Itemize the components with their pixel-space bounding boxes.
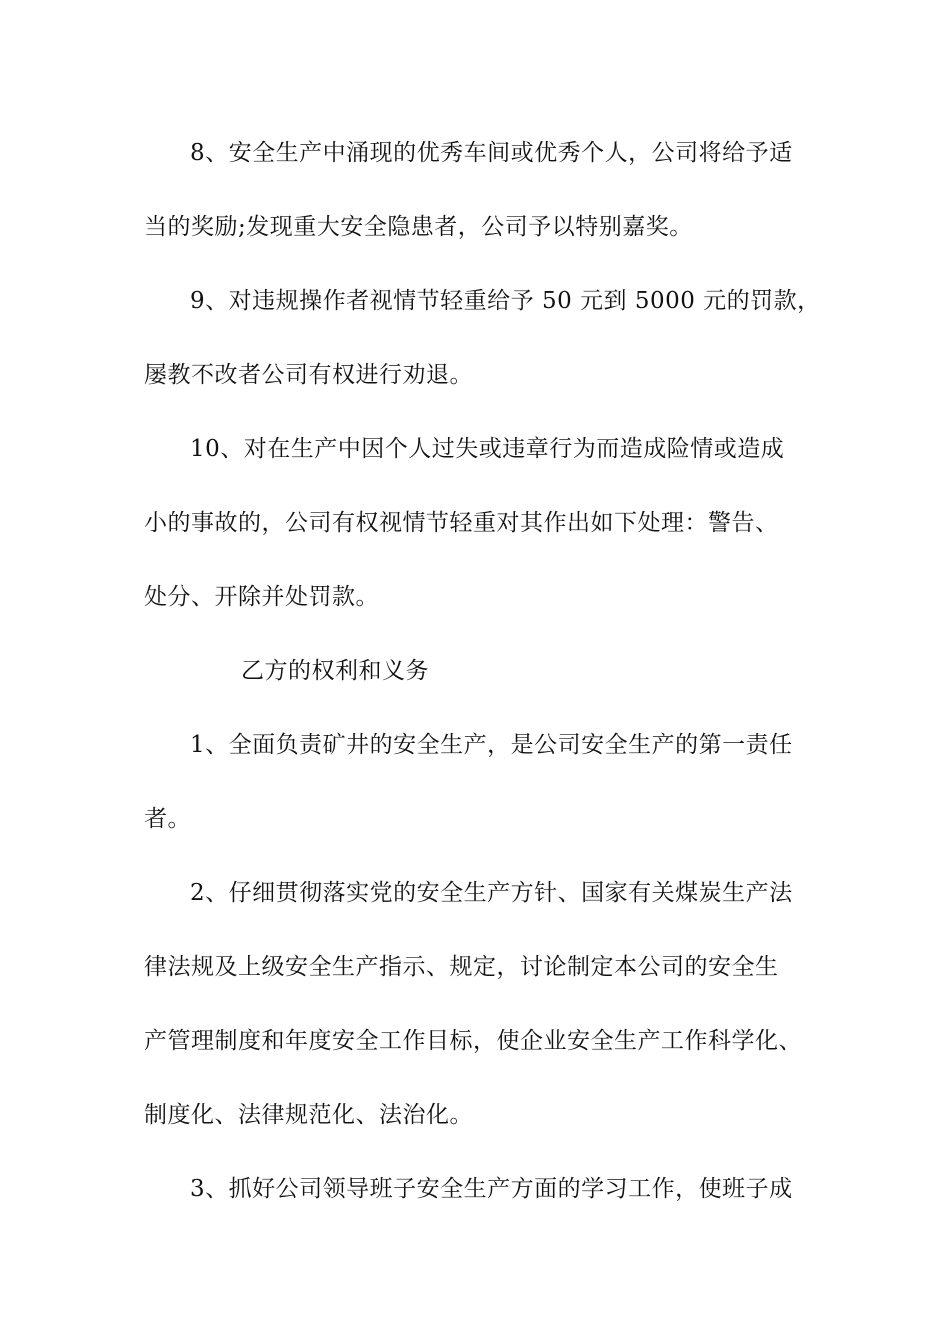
section-heading: 乙方的权利和义务 <box>241 658 429 684</box>
paragraph-9-line-1: 9、对违规操作者视情节轻重给予 50 元到 5000 元的罚款， <box>190 288 821 314</box>
duty-3-line-1: 3、抓好公司领导班子安全生产方面的学习工作，使班子成 <box>190 1176 793 1202</box>
paragraph-10-line-1: 10、对在生产中因个人过失或违章行为而造成险情或造成 <box>190 436 785 462</box>
duty-1-line-1: 1、全面负责矿井的安全生产，是公司安全生产的第一责任 <box>190 732 793 758</box>
duty-2-line-4: 制度化、法律规范化、法治化。 <box>144 1102 473 1128</box>
paragraph-10-line-3: 处分、开除并处罚款。 <box>144 584 379 610</box>
paragraph-8-line-1: 8、安全生产中涌现的优秀车间或优秀个人，公司将给予适 <box>190 140 793 166</box>
paragraph-9-line-2: 屡教不改者公司有权进行劝退。 <box>144 362 473 388</box>
duty-2-line-2: 律法规及上级安全生产指示、规定，讨论制定本公司的安全生 <box>144 954 779 980</box>
paragraph-8-line-2: 当的奖励;发现重大安全隐患者，公司予以特别嘉奖。 <box>144 214 693 240</box>
duty-2-line-1: 2、仔细贯彻落实党的安全生产方针、国家有关煤炭生产法 <box>190 880 793 906</box>
duty-1-line-2: 者。 <box>144 806 191 832</box>
duty-2-line-3: 产管理制度和年度安全工作目标，使企业安全生产工作科学化、 <box>144 1028 802 1054</box>
paragraph-10-line-2: 小的事故的，公司有权视情节轻重对其作出如下处理：警告、 <box>144 510 779 536</box>
